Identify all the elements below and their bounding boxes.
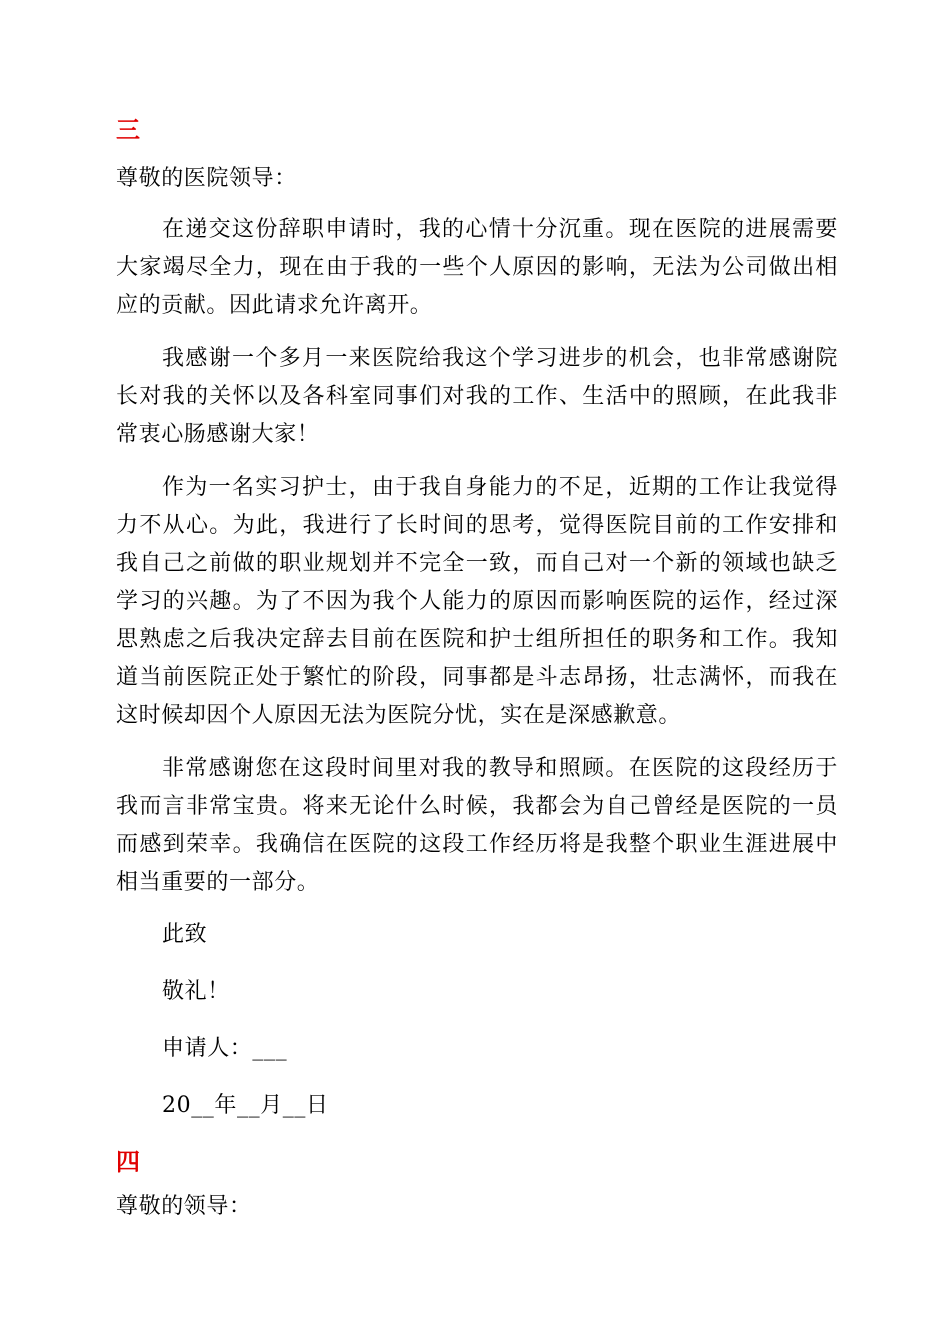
section-heading-3: 三	[116, 116, 141, 144]
salutation-2: 尊敬的领导：	[116, 1194, 252, 1219]
body-paragraph-4: 非常感谢您在这段时间里对我的教导和照顾。在医院的这段经历于我而言非常宝贵。将来无论什么时候，我都会为自己曾经是医院的一员而感到荣幸。我确信在医院的这段工作经历将是我整个职业生涯进展中相当重要的一部分。	[116, 756, 838, 895]
closing-jing-li: 敬礼！	[162, 979, 230, 1004]
body-paragraph-3: 作为一名实习护士，由于我自身能力的不足，近期的工作让我觉得力不从心。为此，我进行了长时间的思考，觉得医院目前的工作安排和我自己之前做的职业规划并不完全一致，而自己对一个新的领域也缺乏学习的兴趣。为了不因为我个人能力的原因而影响医院的运作，经过深思熟虑之后我决定辞去目前在医院和护士组所担任的职务和工作。我知道当前医院正处于繁忙的阶段，同事都是斗志昂扬，壮志满怀，而我在这时候却因个人原因无法为医院分忧，实在是深感歉意。	[116, 475, 838, 728]
salutation: 尊敬的医院领导：	[116, 166, 297, 191]
closing-ci-zhi: 此致	[162, 922, 208, 947]
section-heading-4: 四	[116, 1148, 141, 1176]
date-line: 20__年__月__日	[162, 1093, 329, 1118]
body-paragraph-1: 在递交这份辞职申请时，我的心情十分沉重。现在医院的进展需要大家竭尽全力，现在由于我的一些个人原因的影响，无法为公司做出相应的贡献。因此请求允许离开。	[116, 217, 838, 318]
body-paragraph-2: 我感谢一个多月一来医院给我这个学习进步的机会，也非常感谢院长对我的关怀以及各科室同事们对我的工作、生活中的照顾，在此我非常衷心肠感谢大家！	[116, 346, 838, 447]
document-body	[116, 112, 838, 1225]
applicant-line: 申请人：___	[162, 1036, 288, 1061]
